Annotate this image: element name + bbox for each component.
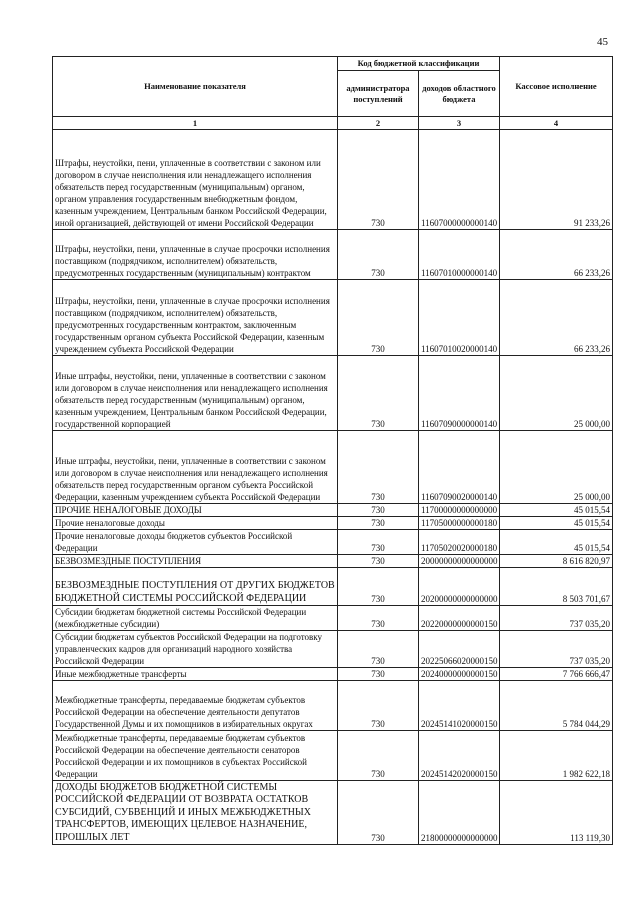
col-number-4: 4 [500, 117, 613, 130]
row-code: 11705020020000180 [419, 530, 500, 555]
row-code: 11700000000000000 [419, 504, 500, 517]
table-row [53, 568, 613, 606]
table-row [53, 631, 613, 668]
row-name: БЕЗВОЗМЕЗДНЫЕ ПОСТУПЛЕНИЯ ОТ ДРУГИХ БЮДЖЕТОВ БЮДЖЕТНОЙ СИСТЕМЫ РОССИЙСКОЙ ФЕДЕРАЦИИ [53, 568, 338, 606]
header-code: доходов областного бюджета [419, 71, 500, 117]
row-code: 11607000000000140 [419, 130, 500, 230]
row-code: 20200000000000000 [419, 568, 500, 606]
row-admin: 730 [338, 681, 419, 731]
header-sum: Кассовое исполнение [500, 57, 613, 117]
header-name: Наименование показателя [53, 57, 338, 117]
row-code: 20220000000000150 [419, 606, 500, 631]
row-name: Иные межбюджетные трансферты [53, 668, 338, 681]
row-sum: 25 000,00 [500, 356, 613, 431]
col-number-1: 1 [53, 117, 338, 130]
row-name: Штрафы, неустойки, пени, уплаченные в соответствии с законом или договором в случае неисполнения или ненадлежащего исполнения обязательств перед государственным (муниципальным) органом, органом управления государственным внебюджетным фондом, казенным учреждением, Центральным банком Российской Федерации, иной организацией, действующей от имени Российской Федерации [53, 130, 338, 230]
row-name: Штрафы, неустойки, пени, уплаченные в случае просрочки исполнения поставщиком (подрядчиком, исполнителем) обязательств, предусмотренных государственным (муниципальным) контрактом [53, 230, 338, 280]
row-sum: 737 035,20 [500, 631, 613, 668]
row-code: 20245141020000150 [419, 681, 500, 731]
row-admin: 730 [338, 517, 419, 530]
row-sum: 45 015,54 [500, 517, 613, 530]
row-sum: 8 503 701,67 [500, 568, 613, 606]
row-name: Межбюджетные трансферты, передаваемые бюджетам субъектов Российской Федерации на обеспечение деятельности сенаторов Российской Федерации и их помощников в субъектах Российской Федерации [53, 731, 338, 781]
row-code: 11705000000000180 [419, 517, 500, 530]
header-code-group: Код бюджетной классификации [338, 57, 500, 71]
row-admin: 730 [338, 731, 419, 781]
table-row [53, 681, 613, 731]
row-name: Субсидии бюджетам бюджетной системы Российской Федерации (межбюджетные субсидии) [53, 606, 338, 631]
row-sum: 25 000,00 [500, 431, 613, 504]
table-row [53, 555, 613, 568]
table-row [53, 230, 613, 280]
row-code: 11607010000000140 [419, 230, 500, 280]
row-code: 11607090020000140 [419, 431, 500, 504]
row-admin: 730 [338, 280, 419, 356]
table-row [53, 356, 613, 431]
row-name: Иные штрафы, неустойки, пени, уплаченные в соответствии с законом или договором в случае неисполнения или ненадлежащего исполнения обязательств перед государственным (муниципальным) органом, казенным учреждением, Центральным банком Российской Федерации, государственной корпорацией [53, 356, 338, 431]
row-sum: 66 233,26 [500, 230, 613, 280]
table-row [53, 504, 613, 517]
row-admin: 730 [338, 555, 419, 568]
row-sum: 66 233,26 [500, 280, 613, 356]
row-name: ДОХОДЫ БЮДЖЕТОВ БЮДЖЕТНОЙ СИСТЕМЫ РОССИЙСКОЙ ФЕДЕРАЦИИ ОТ ВОЗВРАТА ОСТАТКОВ СУБСИДИЙ, СУБВЕНЦИЙ И ИНЫХ МЕЖБЮДЖЕТНЫХ ТРАНСФЕРТОВ, ИМЕЮЩИХ ЦЕЛЕВОЕ НАЗНАЧЕНИЕ, ПРОШЛЫХ ЛЕТ [53, 781, 338, 845]
row-sum: 7 766 666,47 [500, 668, 613, 681]
row-sum: 1 982 622,18 [500, 731, 613, 781]
table-row [53, 130, 613, 230]
row-code: 11607010020000140 [419, 280, 500, 356]
table-row [53, 668, 613, 681]
row-admin: 730 [338, 504, 419, 517]
row-admin: 730 [338, 130, 419, 230]
row-name: Прочие неналоговые доходы бюджетов субъектов Российской Федерации [53, 530, 338, 555]
table-row [53, 606, 613, 631]
row-sum: 113 119,30 [500, 781, 613, 845]
row-admin: 730 [338, 606, 419, 631]
row-name: Межбюджетные трансферты, передаваемые бюджетам субъектов Российской Федерации на обеспечение деятельности депутатов Государственной Думы и их помощников в избирательных округах [53, 681, 338, 731]
row-admin: 730 [338, 668, 419, 681]
row-name: ПРОЧИЕ НЕНАЛОГОВЫЕ ДОХОДЫ [53, 504, 338, 517]
row-admin: 730 [338, 530, 419, 555]
row-sum: 8 616 820,97 [500, 555, 613, 568]
row-name: Штрафы, неустойки, пени, уплаченные в случае просрочки исполнения поставщиком (подрядчиком, исполнителем) обязательств, предусмотренных государственным контрактом, заключенным государственным органом субъекта Российской Федерации, казенным учреждением субъекта Российской Федерации [53, 280, 338, 356]
page-number: 45 [597, 36, 608, 48]
table-row [53, 781, 613, 845]
row-admin: 730 [338, 230, 419, 280]
col-number-2: 2 [338, 117, 419, 130]
row-name: Субсидии бюджетам субъектов Российской Федерации на подготовку управленческих кадров для организаций народного хозяйства Российской Федерации [53, 631, 338, 668]
header-admin: администратора поступлений [338, 71, 419, 117]
table-row [53, 280, 613, 356]
row-sum: 45 015,54 [500, 530, 613, 555]
budget-table [52, 56, 613, 845]
col-number-3: 3 [419, 117, 500, 130]
row-code: 20225066020000150 [419, 631, 500, 668]
row-code: 21800000000000000 [419, 781, 500, 845]
row-sum: 737 035,20 [500, 606, 613, 631]
row-code: 20245142020000150 [419, 731, 500, 781]
table-row [53, 530, 613, 555]
table-row [53, 517, 613, 530]
row-admin: 730 [338, 631, 419, 668]
row-admin: 730 [338, 431, 419, 504]
row-code: 20240000000000150 [419, 668, 500, 681]
table-row [53, 431, 613, 504]
row-name: Иные штрафы, неустойки, пени, уплаченные в соответствии с законом или договором в случае неисполнения или ненадлежащего исполнения обязательств перед государственным органом субъекта Российской Федерации, казенным учреждением субъекта Российской Федерации [53, 431, 338, 504]
row-sum: 5 784 044,29 [500, 681, 613, 731]
row-admin: 730 [338, 781, 419, 845]
row-admin: 730 [338, 568, 419, 606]
row-admin: 730 [338, 356, 419, 431]
row-name: БЕЗВОЗМЕЗДНЫЕ ПОСТУПЛЕНИЯ [53, 555, 338, 568]
row-sum: 45 015,54 [500, 504, 613, 517]
row-code: 11607090000000140 [419, 356, 500, 431]
row-sum: 91 233,26 [500, 130, 613, 230]
row-name: Прочие неналоговые доходы [53, 517, 338, 530]
table-row [53, 731, 613, 781]
row-code: 20000000000000000 [419, 555, 500, 568]
